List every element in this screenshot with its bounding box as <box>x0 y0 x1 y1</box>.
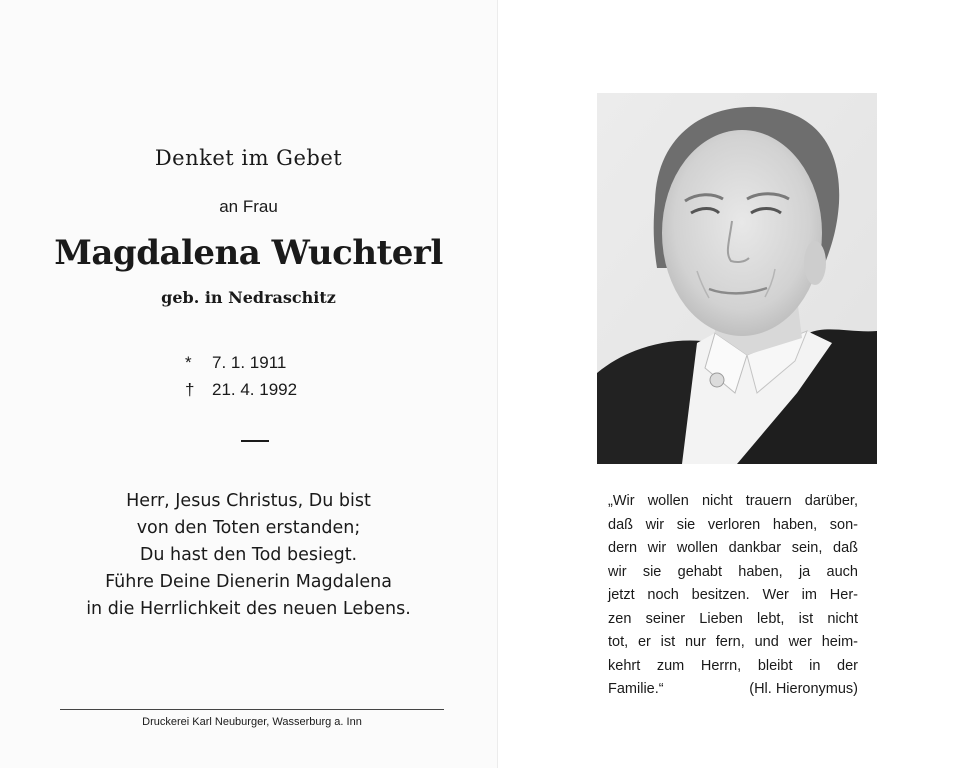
birth-star-icon: * <box>185 353 192 372</box>
quote-line: jetzt noch besitzen. Wer im Her- <box>608 587 858 603</box>
life-dates <box>185 349 297 403</box>
prayer-line: in die Herrlichkeit des neuen Lebens. <box>86 599 411 619</box>
quote-source: (Hl. Hieronymus) <box>749 681 858 697</box>
quote-line: dern wir wollen dankbar sein, daß <box>608 540 858 556</box>
divider-dash <box>241 440 269 442</box>
quote-last-word: Familie.“ <box>608 681 664 697</box>
portrait-image <box>597 93 877 464</box>
card-heading: Denket im Gebet <box>154 146 343 170</box>
prayer-line: Führe Deine Dienerin Magdalena <box>105 572 392 592</box>
quote-final-line <box>608 678 858 702</box>
birthplace: geb. in Nedraschitz <box>161 288 336 307</box>
printer-credit: Druckerei Karl Neuburger, Wasserburg a. Inn <box>142 716 362 728</box>
quote-line: „Wir wollen nicht trauern darüber, <box>608 493 858 509</box>
birth-date-row <box>185 349 297 376</box>
deceased-name: Magdalena Wuchterl <box>54 233 443 273</box>
salutation: an Frau <box>219 197 278 216</box>
quote-line: tot, er ist nur fern, und wer heim- <box>608 634 858 650</box>
prayer-line: Du hast den Tod besiegt. <box>139 545 358 565</box>
footer-rule <box>60 709 444 710</box>
death-cross-icon: † <box>185 380 195 399</box>
death-date-row <box>185 376 297 403</box>
quote-line: kehrt zum Herrn, bleibt in der <box>608 657 858 674</box>
portrait-photo <box>597 93 877 464</box>
prayer-text <box>0 488 497 623</box>
death-date: 21. 4. 1992 <box>212 380 298 399</box>
prayer-line: von den Toten erstanden; <box>136 518 361 538</box>
prayer-line: Herr, Jesus Christus, Du bist <box>126 491 371 511</box>
birth-date: 7. 1. 1911 <box>212 353 287 372</box>
quote-line: wir sie gehabt haben, ja auch <box>608 563 858 580</box>
quote-line: zen seiner Lieben lebt, ist nicht <box>608 610 858 627</box>
quote-block <box>608 490 858 702</box>
quote-line: daß wir sie verloren haben, son- <box>608 516 858 533</box>
